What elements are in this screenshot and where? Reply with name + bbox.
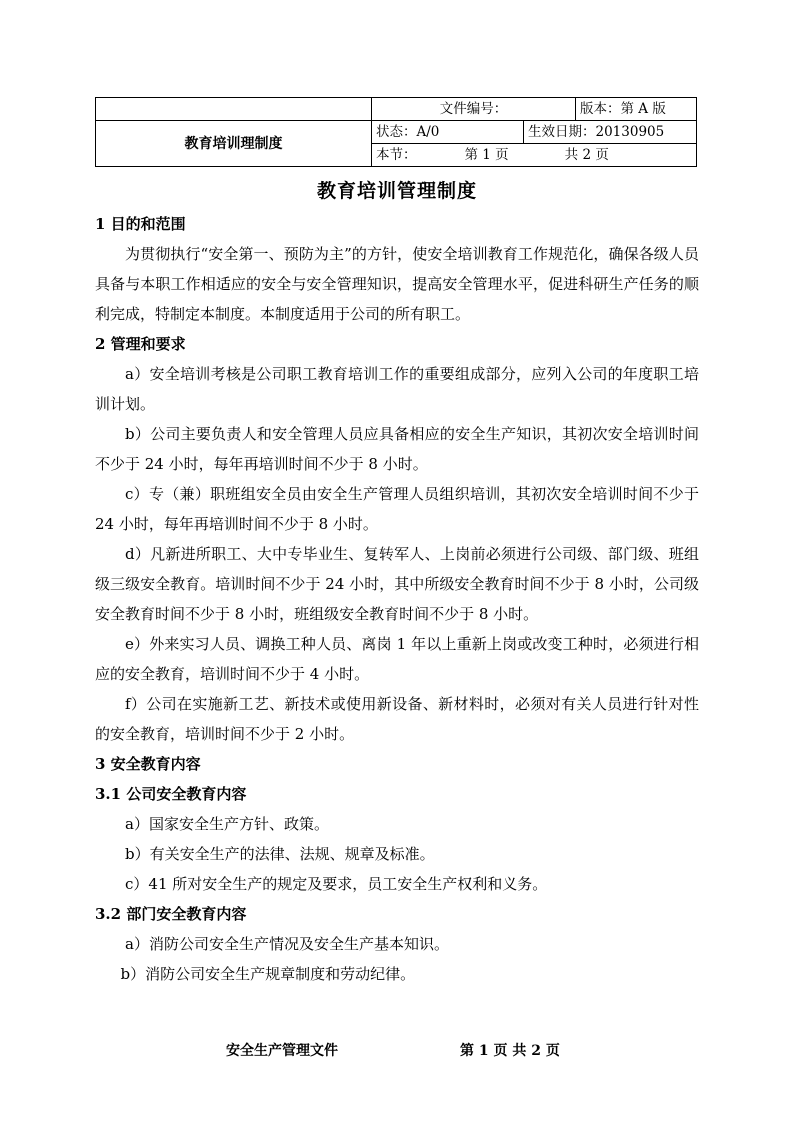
section-1-heading: 1 目的和范围: [95, 215, 186, 233]
footer-page-number: 第 1 页 共 2 页: [460, 1043, 560, 1059]
footer-doc-type: 安全生产管理文件: [226, 1043, 338, 1059]
section-3-2-item-a: a）消防公司安全生产情况及安全生产基本知识。: [125, 935, 449, 953]
section-1-paragraph: 为贯彻执行“安全第一、预防为主”的方针，使安全培训教育工作规范化，确保各级人员具备与本职工作相适应的安全与安全管理知识，提高安全管理水平，促进科研生产任务的顺利完成，特制定本制度。本制度适用于公司的所有职工。: [95, 245, 699, 323]
section-3-1-item-c: c）41 所对安全生产的规定及要求，员工安全生产权利和义务。: [125, 875, 548, 893]
section-3-1-heading: 3.1 公司安全教育内容: [95, 785, 247, 803]
section-label: 本节：: [376, 147, 417, 163]
version-label: 版本：第 A 版: [576, 98, 697, 121]
section-3-1-item-b: b）有关安全生产的法律、法规、规章及标准。: [125, 845, 435, 863]
page-title: 教育培训管理制度: [316, 180, 477, 202]
section-2-item-f: f）公司在实施新工艺、新技术或使用新设备、新材料时，必须对有关人员进行针对性的安全教育，培训时间不少于 2 小时。: [95, 695, 699, 743]
section-3-2-item-b: b）消防公司安全生产规章制度和劳动纪律。: [120, 965, 416, 983]
section-2-item-e: e）外来实习人员、调换工种人员、离岗 1 年以上重新上岗或改变工种时，必须进行相应的安全教育，培训时间不少于 4 小时。: [95, 635, 699, 683]
doc-name-cell: 教育培训理制度: [96, 121, 372, 167]
section-page-cell: [372, 144, 697, 167]
document-body: [95, 209, 699, 989]
section-2-heading: 2 管理和要求: [95, 335, 186, 353]
section-2-item-a: a）安全培训考核是公司职工教育培训工作的重要组成部分，应列入公司的年度职工培训计划。: [95, 365, 699, 413]
file-number-label: 文件编号：: [372, 98, 576, 121]
header-blank-cell: [96, 98, 372, 121]
section-2-item-d: d）凡新进所职工、大中专毕业生、复转军人、上岗前必须进行公司级、部门级、班组级三级安全教育。培训时间不少于 24 小时，其中所级安全教育时间不少于 8 小时，公司级安全教育时间不少于 8 小时，班组级安全教育时间不少于 8 小时。: [95, 545, 699, 623]
status-label: 状态：A/0: [372, 121, 524, 144]
section-3-2-heading: 3.2 部门安全教育内容: [95, 905, 247, 923]
section-3-1-item-a: a）国家安全生产方针、政策。: [125, 815, 329, 833]
effective-date-label: 生效日期：20130905: [524, 121, 697, 144]
section-2-item-b: b）公司主要负责人和安全管理人员应具备相应的安全生产知识，其初次安全培训时间不少于 24 小时，每年再培训时间不少于 8 小时。: [95, 425, 699, 473]
page-label: 第 1 页: [464, 147, 509, 163]
total-pages-label: 共 2 页: [564, 147, 609, 163]
section-3-heading: 3 安全教育内容: [95, 755, 201, 773]
section-2-item-c: c）专（兼）职班组安全员由安全生产管理人员组织培训，其初次安全培训时间不少于 24 小时，每年再培训时间不少于 8 小时。: [95, 485, 699, 533]
document-header-table: [95, 97, 696, 167]
